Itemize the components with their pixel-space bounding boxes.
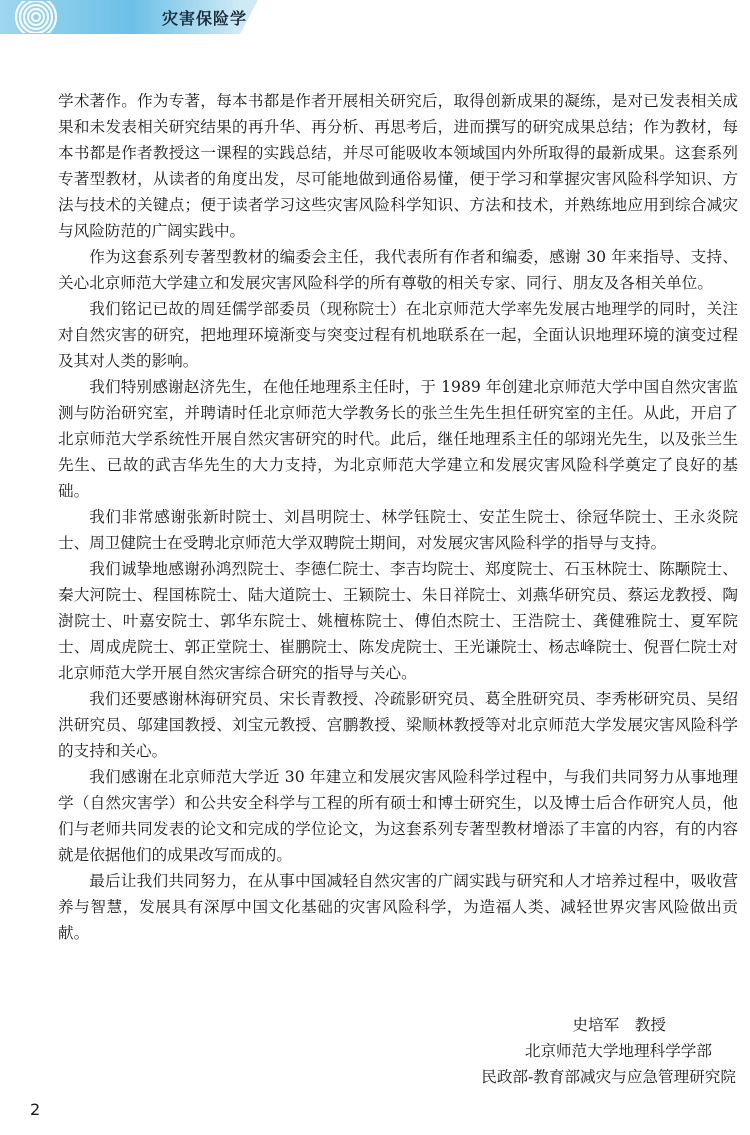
paragraph: 我们非常感谢张新时院士、刘昌明院士、林学钰院士、安芷生院士、徐冠华院士、王永炎院士、周卫健院士在受聘北京师范大学双聘院士期间，对发展灾害风险科学的指导与支持。 <box>58 508 738 552</box>
paragraph: 作为这套系列专著型教材的编委会主任，我代表所有作者和编委，感谢 30 年来指导、支持、关心北京师范大学建立和发展灾害风险科学的所有尊敬的相关专家、同行、朋友及各相关单位。 <box>58 248 738 292</box>
signature-institute: 民政部-教育部减灾与应急管理研究院 <box>481 1068 736 1086</box>
concentric-swirl-icon <box>8 1 78 33</box>
paragraph: 我们铭记已故的周廷儒学部委员（现称院士）在北京师范大学率先发展古地理学的同时，关注对自然灾害的研究，把地理环境渐变与突变过程有机地联系在一起，全面认识地理环境的演变过程及其对人类的影响。 <box>58 300 738 370</box>
paragraph: 我们诚挚地感谢孙鸿烈院士、李德仁院士、李吉均院士、郑度院士、石玉林院士、陈颙院士、秦大河院士、程国栋院士、陆大道院士、王颖院士、朱日祥院士、刘燕华研究员、蔡运龙教授、陶澍院士、叶嘉安院士、郭华东院士、姚檀栋院士、傅伯杰院士、王浩院士、龚健雅院士、夏军院士、周成虎院士、郭正堂院士、崔鹏院士、陈发虎院士、王光谦院士、杨志峰院士、倪晋仁院士对北京师范大学开展自然灾害综合研究的指导与关心。 <box>58 560 738 682</box>
paragraph: 我们还要感谢林海研究员、宋长青教授、冷疏影研究员、葛全胜研究员、李秀彬研究员、吴绍洪研究员、邬建国教授、刘宝元教授、宫鹏教授、梁顺林教授等对北京师范大学发展灾害风险科学的支持和关心。 <box>58 690 738 760</box>
paragraph: 我们特别感谢赵济先生，在他任地理系主任时，于 1989 年创建北京师范大学中国自然灾害监测与防治研究室，并聘请时任北京师范大学教务长的张兰生先生担任研究室的主任。从此，开启了北京师范大学系统性开展自然灾害研究的时代。此后，继任地理系主任的邬翊光先生，以及张兰生先生、已故的武吉华先生的大力支持，为北京师范大学建立和发展灾害风险科学奠定了良好的基础。 <box>58 378 738 500</box>
header-title: 灾害保险学 <box>162 9 248 28</box>
body-text <box>58 88 738 946</box>
paragraph: 学术著作。作为专著，每本书都是作者开展相关研究后，取得创新成果的凝练，是对已发表相关成果和未发表相关研究结果的再升华、再分析、再思考后，进而撰写的研究成果总结；作为教材，每本书都是作者教授这一课程的实践总结，并尽可能吸收本领域国内外所取得的最新成果。这套系列专著型教材，从读者的角度出发，尽可能地做到通俗易懂，便于学习和掌握灾害风险科学知识、方法与技术的关键点；便于读者学习这些灾害风险科学知识、方法和技术，并熟练地应用到综合减灾与风险防范的广阔实践中。 <box>58 92 738 240</box>
page-number: 2 <box>30 1100 41 1119</box>
paragraph: 最后让我们共同努力，在从事中国减轻自然灾害的广阔实践与研究和人才培养过程中，吸收营养与智慧，发展具有深厚中国文化基础的灾害风险科学，为造福人类、减轻世界灾害风险做出贡献。 <box>58 872 738 942</box>
signature-department: 北京师范大学地理科学学部 <box>524 1042 712 1060</box>
paragraph: 我们感谢在北京师范大学近 30 年建立和发展灾害风险科学过程中，与我们共同努力从事地理学（自然灾害学）和公共安全科学与工程的所有硕士和博士研究生，以及博士后合作研究人员，他们与老师共同发表的论文和完成的学位论文，为这套系列专著型教材增添了丰富的内容，有的内容就是依据他们的成果改写而成的。 <box>58 768 738 864</box>
signature-block <box>481 1012 736 1090</box>
page-header <box>0 0 750 34</box>
signature-name: 史培军 教授 <box>572 1016 666 1034</box>
